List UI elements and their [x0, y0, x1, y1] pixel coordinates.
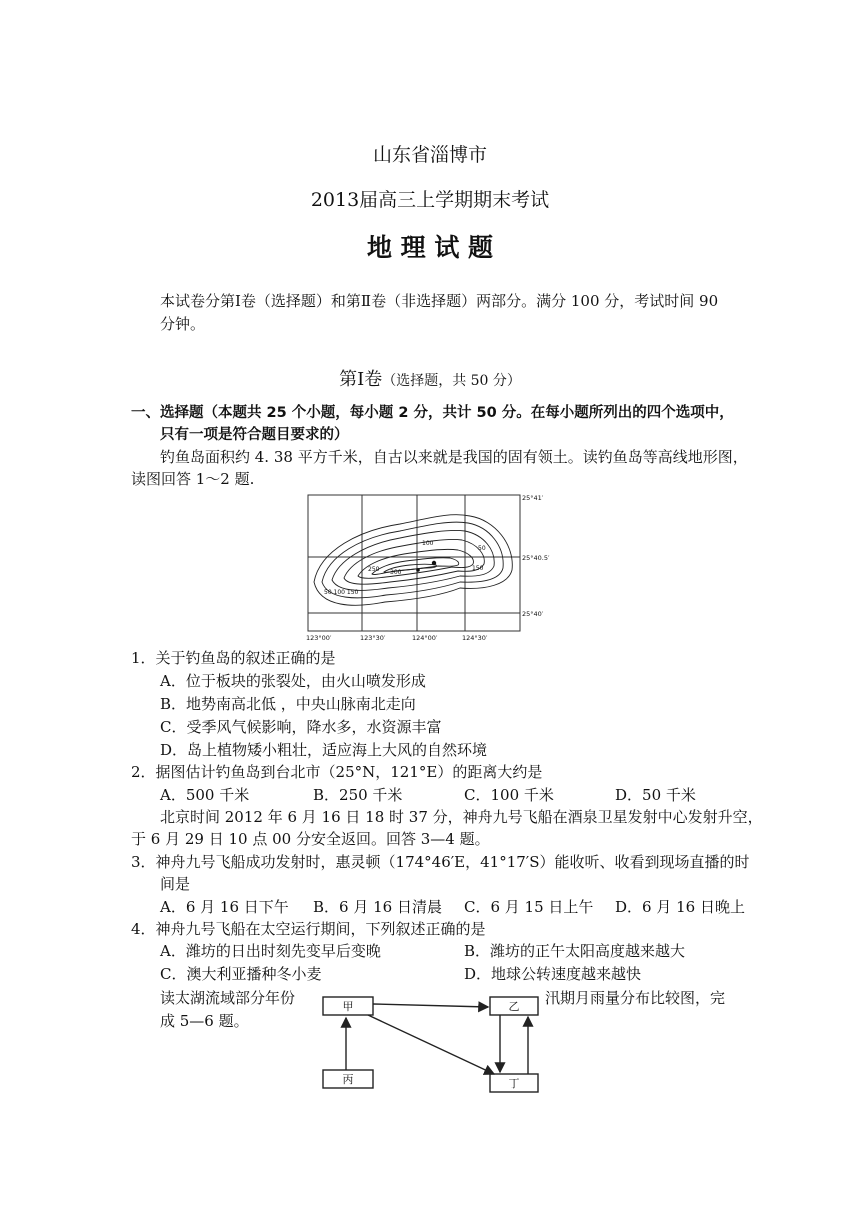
q1-option-a: A．位于板块的张裂处，由火山喷发形成	[160, 672, 426, 690]
q3-option-d: D．6 月 16 日晚上	[615, 898, 745, 916]
province-city-title: 山东省淄博市	[372, 144, 487, 166]
q2-option-a: A．500 千米	[160, 786, 250, 804]
contour-label-left: 50 100 150	[324, 589, 359, 596]
intro-line-1: 本试卷分第Ⅰ卷（选择题）和第Ⅱ卷（非选择题）两部分。满分 100 分，考试时间 90	[160, 292, 719, 310]
material-56-left-1: 读太湖流域部分年份	[160, 989, 296, 1007]
q2-option-c: C．100 千米	[464, 786, 554, 804]
q3-option-a: A．6 月 16 日下午	[160, 898, 289, 916]
q2-stem: 2．据图估计钓鱼岛到台北市（25°N，121°E）的距离大约是	[131, 763, 543, 781]
contour-label-top: 100	[422, 540, 434, 547]
q4-stem: 4．神舟九号飞船在太空运行期间，下列叙述正确的是	[131, 920, 486, 938]
section-label: 第Ⅰ卷	[339, 369, 383, 390]
q1-option-b: B．地势南高北低 ，中央山脉南北走向	[160, 695, 416, 713]
section-note: （选择题，共 50 分）	[382, 373, 521, 389]
section-title	[0, 365, 860, 391]
intro-line-2: 分钟。	[160, 315, 206, 333]
material-12-line-1: 钓鱼岛面积约 4. 38 平方千米，自古以来就是我国的固有领土。读钓鱼岛等高线地形图，	[160, 448, 748, 466]
q3-stem-2: 间是	[160, 875, 191, 893]
q4-option-b: B．潍坊的正午太阳高度越来越大	[464, 942, 686, 960]
part1-heading-1: 一、选择题（本题共 25 个小题，每小题 2 分，共计 50 分。在每小题所列出的四个选项中，	[131, 405, 734, 421]
material-56-left-2: 成 5—6 题。	[160, 1012, 249, 1030]
box-yi-label: 乙	[508, 1000, 520, 1013]
contour-label-250: 250	[368, 566, 380, 573]
material-34-line-2: 于 6 月 29 日 10 点 00 分安全返回。回答 3—4 题。	[131, 830, 490, 848]
material-56-right-1: 汛期月雨量分布比较图，完	[545, 989, 726, 1007]
box-ding-label: 丁	[508, 1077, 520, 1090]
flow-diagram	[318, 992, 548, 1102]
q1-option-c: C．受季风气候影响，降水多，水资源丰富	[160, 718, 442, 736]
material-34-line-1: 北京时间 2012 年 6 月 16 日 18 时 37 分，神舟九号飞船在酒泉卫星发射中心发射升空，	[160, 808, 763, 826]
lon-label-2: 123°30′	[360, 634, 386, 642]
diaoyu-contour-map	[300, 490, 560, 642]
lat-label-2: 25°40.5′	[522, 554, 550, 562]
lat-label-3: 25°40′	[522, 610, 544, 618]
q4-option-c: C．澳大利亚播种冬小麦	[160, 965, 322, 983]
q2-option-b: B．250 千米	[313, 786, 403, 804]
contour-label-50: 50	[478, 545, 486, 552]
q3-option-c: C．6 月 15 日上午	[464, 898, 594, 916]
exam-title: 2013届高三上学期期末考试	[310, 189, 550, 211]
q3-option-b: B．6 月 16 日清晨	[313, 898, 442, 916]
material-12-line-2: 读图回答 1～2 题.	[131, 470, 255, 488]
q3-stem-1: 3．神舟九号飞船成功发射时，惠灵顿（174°46′E，41°17′S）能收听、收看到现场直播的时	[131, 853, 750, 871]
box-bing-label: 丙	[342, 1073, 354, 1086]
q1-stem: 1．关于钓鱼岛的叙述正确的是	[131, 649, 336, 667]
q4-option-a: A．潍坊的日出时刻先变早后变晚	[160, 942, 381, 960]
contour-label-150: 150	[472, 565, 484, 572]
lon-label-1: 123°00′	[306, 634, 332, 642]
q1-option-d: D．岛上植物矮小粗壮，适应海上大风的自然环境	[160, 741, 488, 759]
lat-label-1: 25°41′	[522, 494, 544, 502]
contour-label-300: 300	[390, 569, 402, 576]
q4-option-d: D．地球公转速度越来越快	[464, 965, 642, 983]
subject-title: 地 理 试 题	[366, 233, 494, 262]
lon-label-3: 124°00′	[412, 634, 438, 642]
box-jia-label: 甲	[342, 1000, 354, 1013]
part1-heading-2: 只有一项是符合题目要求的）	[160, 427, 349, 443]
lon-label-4: 124°30′	[462, 634, 488, 642]
q2-option-d: D．50 千米	[615, 786, 696, 804]
